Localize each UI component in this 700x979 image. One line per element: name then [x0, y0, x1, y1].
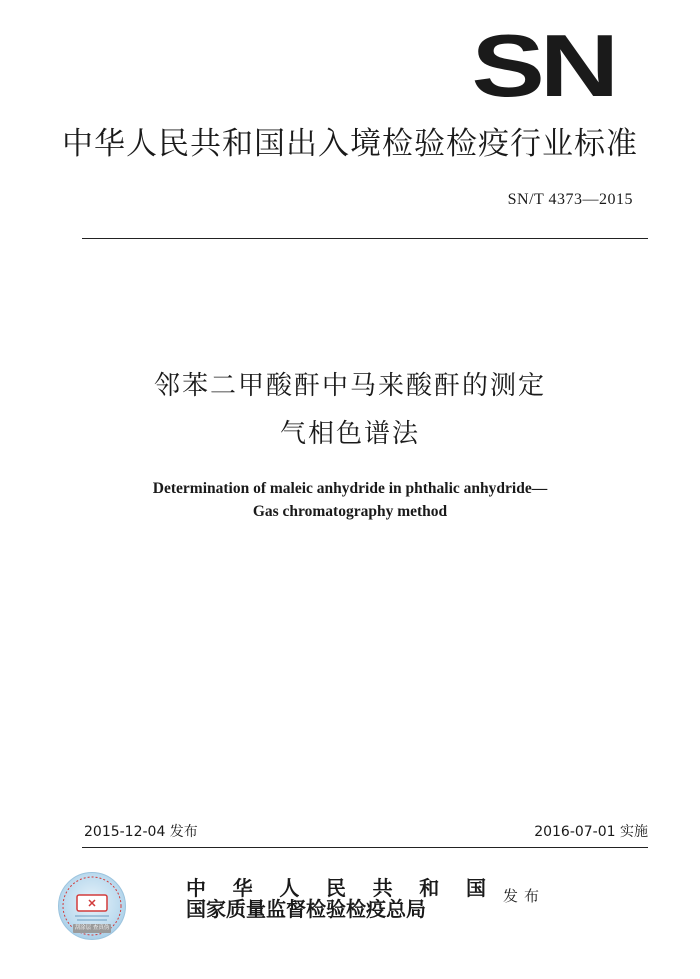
publish-label: 发布: [503, 887, 546, 905]
publisher-char: 人: [279, 876, 300, 900]
en-title-line2: Gas chromatography method: [252, 503, 448, 520]
en-title-line1: Determination of maleic anhydride in phthalic anhydride—: [152, 480, 548, 497]
issue-date: 2015-12-04 发布: [84, 824, 198, 840]
publisher-agency: 国家质量监督检验检疫总局: [186, 897, 426, 921]
cn-title-line2: 气相色谱法: [279, 419, 420, 449]
publisher-char: 共: [372, 876, 393, 900]
cn-title-line1: 邻苯二甲酸酐中马来酸酐的测定: [153, 371, 546, 401]
publisher-char: 中: [186, 876, 206, 900]
publisher-char: 华: [232, 876, 253, 900]
seal-caption: 刮涂层 查真伪: [74, 925, 110, 931]
standard-code: SN/T 4373—2015: [507, 191, 633, 208]
publisher-char: 和: [419, 876, 440, 900]
anti-counterfeit-seal-icon: [58, 872, 126, 940]
sn-logo: SN: [471, 16, 614, 115]
top-divider: [82, 238, 648, 239]
seal-emblem-mark: ✕: [87, 898, 97, 910]
organization-title: 中华人民共和国出入境检验检疫行业标准: [62, 126, 638, 162]
publisher-char: 国: [465, 876, 486, 900]
implementation-date: 2016-07-01 实施: [534, 824, 648, 840]
bottom-divider: [82, 847, 648, 848]
publisher-char: 民: [325, 876, 346, 900]
